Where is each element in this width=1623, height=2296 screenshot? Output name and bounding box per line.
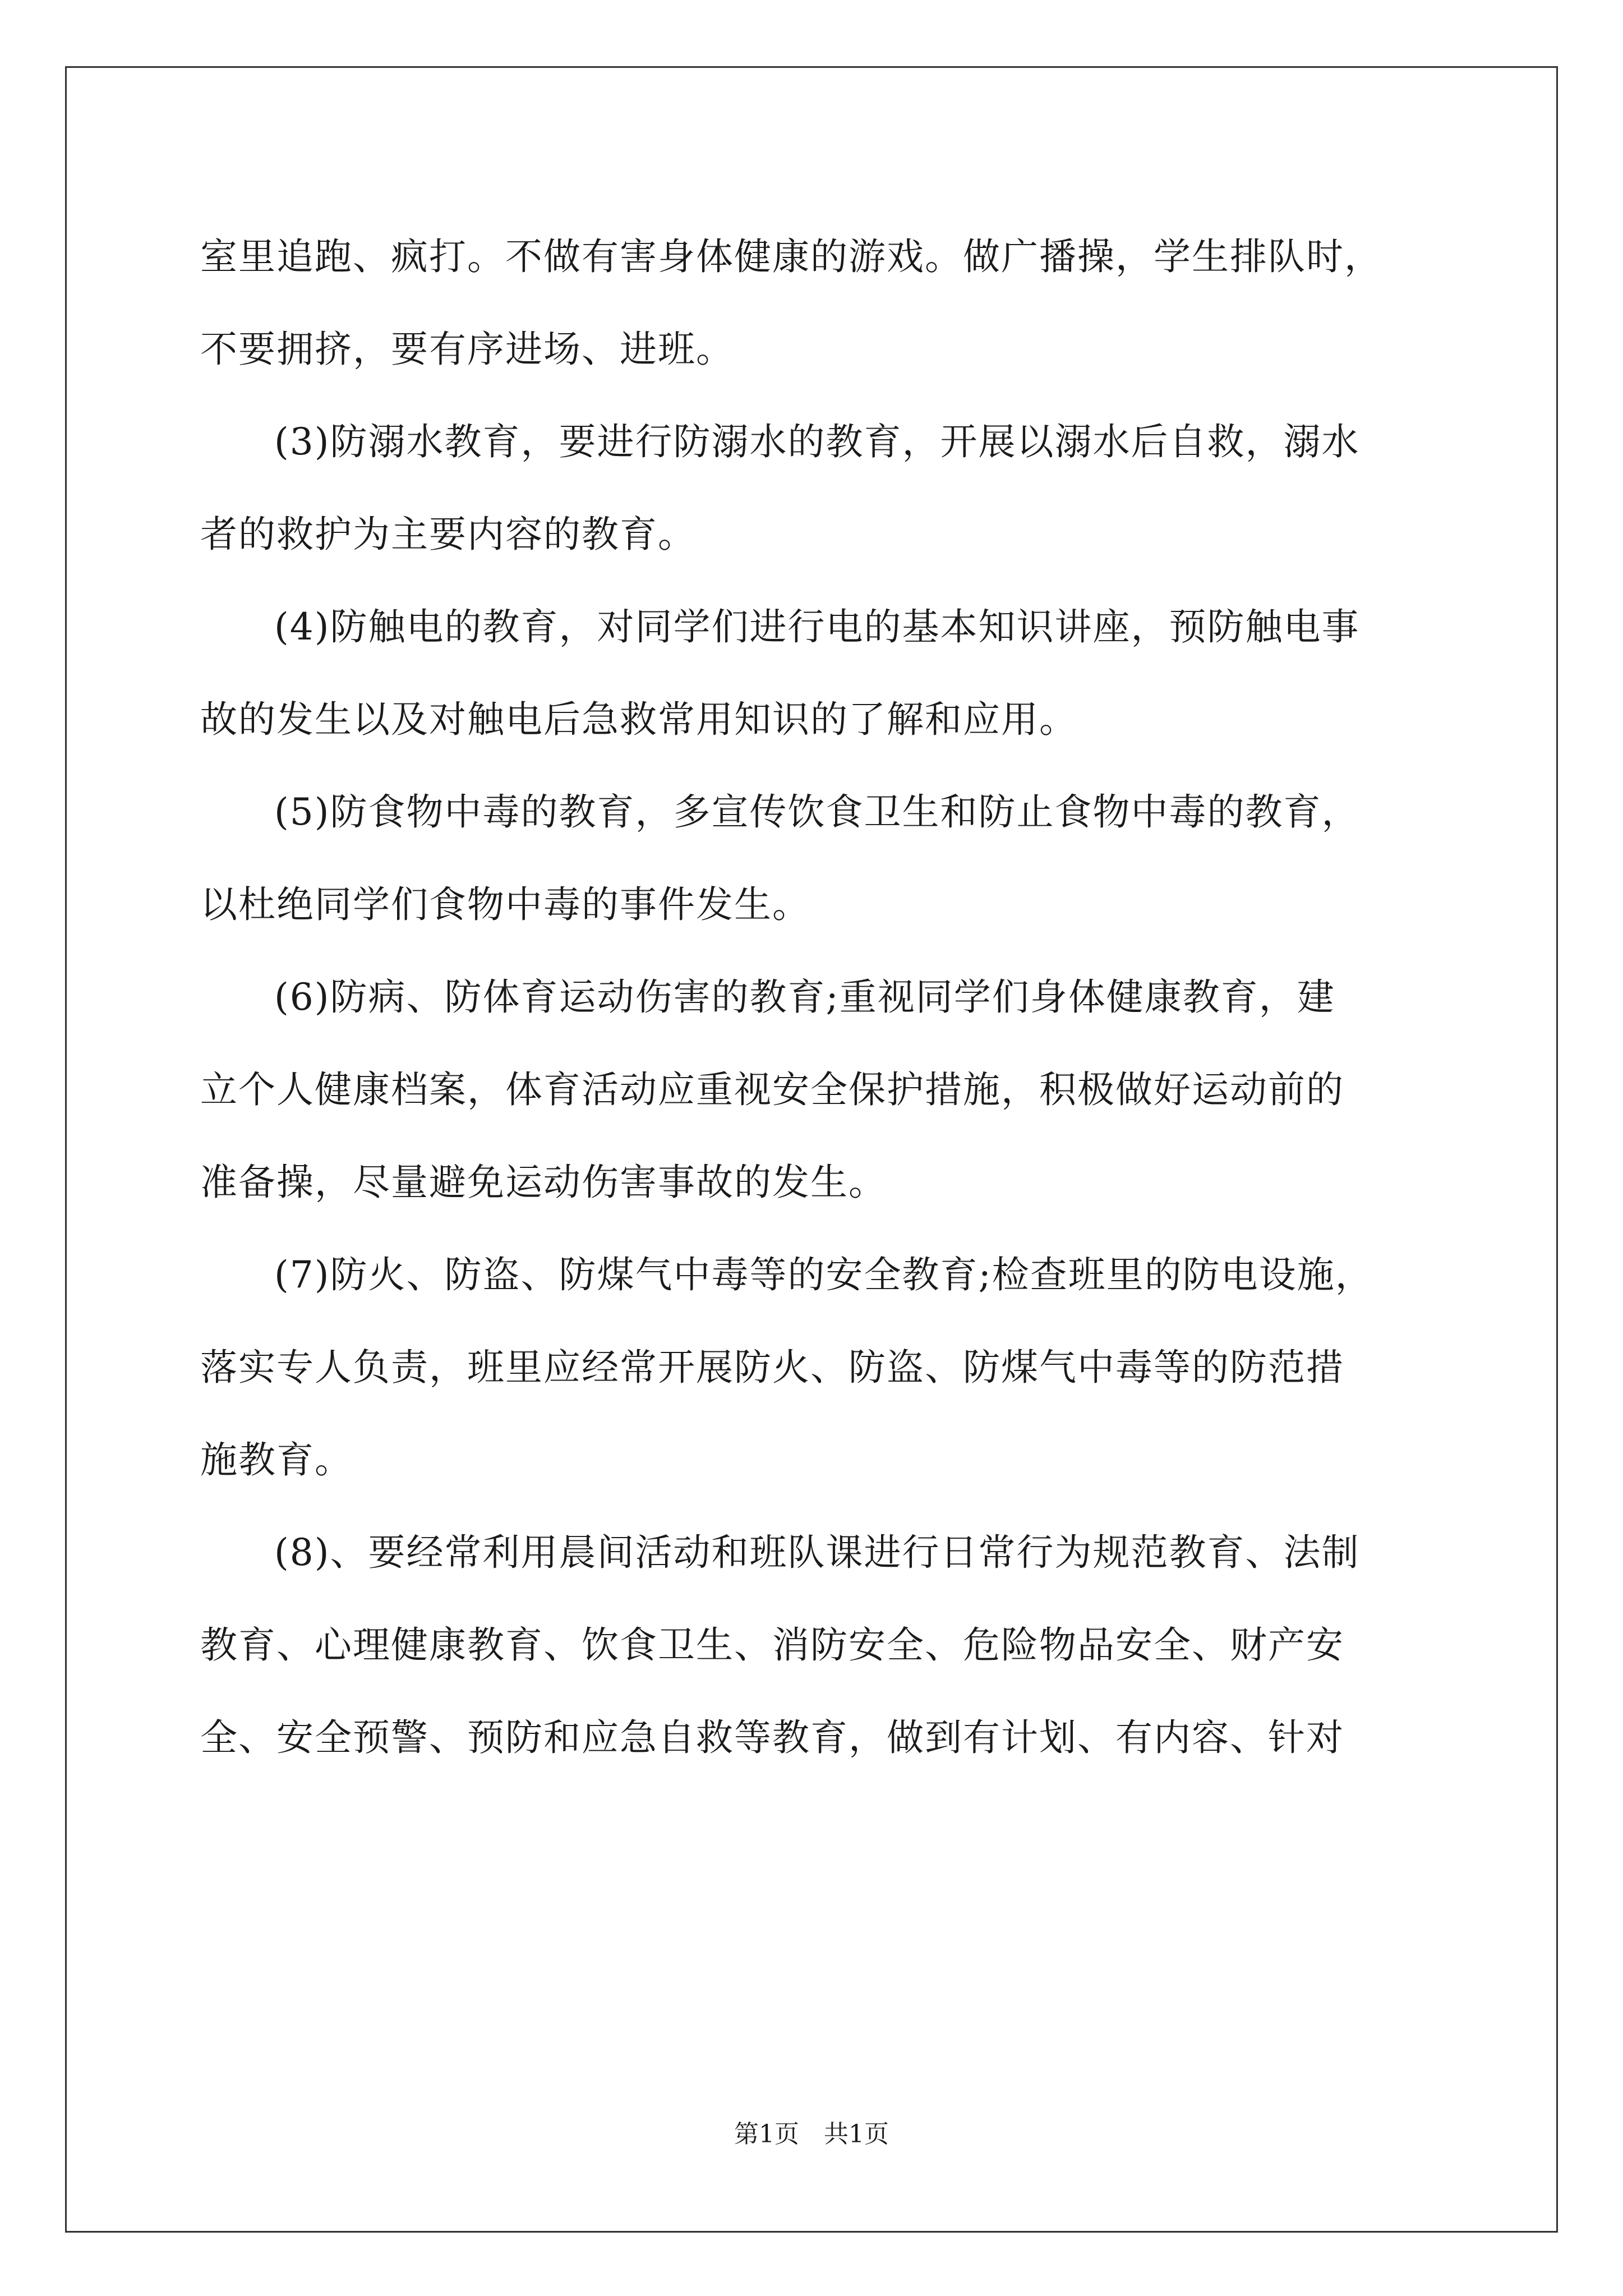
paragraph-line: 者的救护为主要内容的教育。 [200,513,696,556]
paragraph-line: 教育、心理健康教育、饮食卫生、消防安全、危险物品安全、财产安 [200,1623,1344,1667]
paragraph-line: (6)防病、防体育运动伤害的教育;重视同学们身体健康教育，建 [274,976,1335,1019]
paragraph-line: (8)、要经常利用晨间活动和班队课进行日常行为规范教育、法制 [274,1531,1360,1574]
paragraph-line: 不要拥挤，要有序进场、进班。 [200,328,734,371]
paragraph-line: 落实专人负责，班里应经常开展防火、防盗、防煤气中毒等的防范措 [200,1346,1344,1389]
paragraph-line: (7)防火、防盗、防煤气中毒等的安全教育;检查班里的防电设施， [274,1253,1373,1296]
paragraph-line: 室里追跑、疯打。不做有害身体健康的游戏。做广播操，学生排队时， [200,235,1382,278]
paragraph-line: 以杜绝同学们食物中毒的事件发生。 [200,883,810,926]
paragraph-line: 故的发生以及对触电后急救常用知识的了解和应用。 [200,698,1077,741]
paragraph-line: (3)防溺水教育，要进行防溺水的教育，开展以溺水后自救，溺水 [274,420,1360,463]
paragraph-line: 施教育。 [200,1438,353,1481]
page-number-footer: 第1页 共1页 [734,2120,889,2148]
paragraph-line: 立个人健康档案，体育活动应重视安全保护措施，积极做好运动前的 [200,1068,1344,1111]
paragraph-line: (5)防食物中毒的教育，多宣传饮食卫生和防止食物中毒的教育， [274,790,1360,834]
paragraph-line: (4)防触电的教育，对同学们进行电的基本知识讲座，预防触电事 [274,605,1360,648]
document-body [200,210,1423,1784]
paragraph-line: 准备操，尽量避免运动伤害事故的发生。 [200,1161,887,1204]
paragraph-line: 全、安全预警、预防和应急自救等教育，做到有计划、有内容、针对 [200,1716,1344,1759]
